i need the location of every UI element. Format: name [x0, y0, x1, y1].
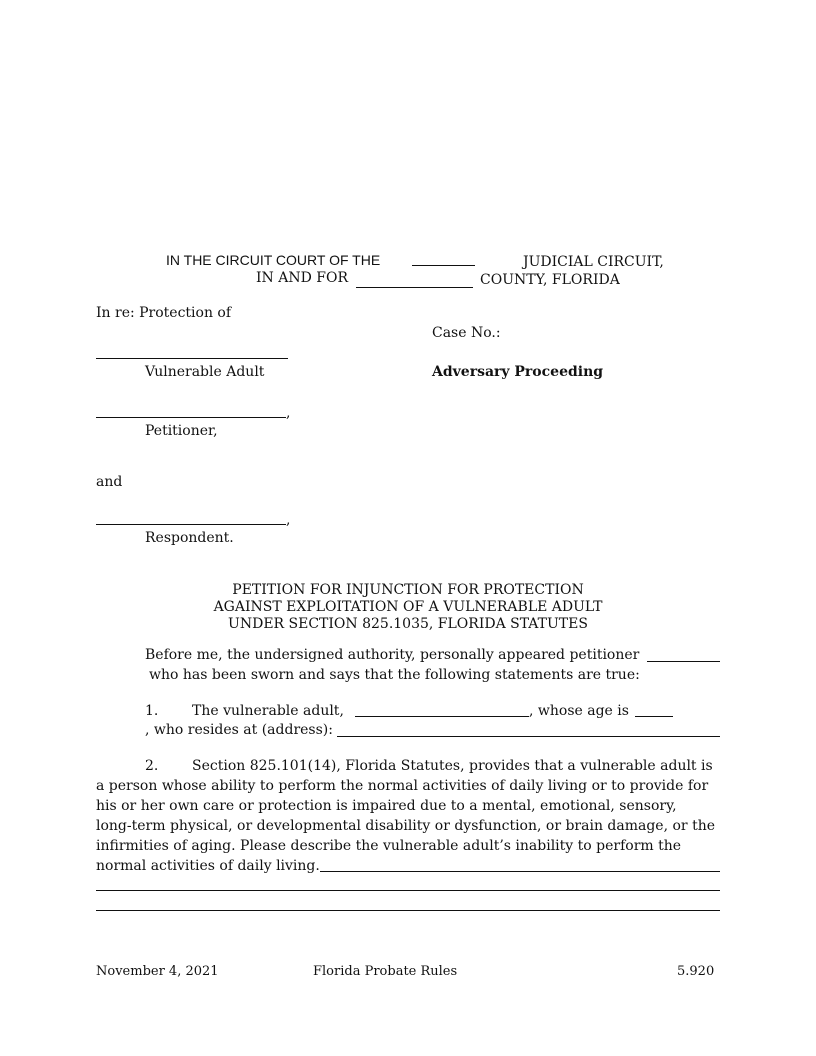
footer-date: November 4, 2021: [96, 964, 219, 979]
circuit-suffix: JUDICIAL CIRCUIT,: [523, 254, 664, 270]
petitioner-name-blank[interactable]: [96, 417, 286, 418]
item-2-number: 2.: [145, 758, 159, 774]
vulnerable-adult-blank[interactable]: [355, 716, 529, 717]
intro-line-2: who has been sworn and says that the following statements are true:: [149, 667, 640, 683]
circuit-prefix: IN THE CIRCUIT COURT OF THE: [166, 252, 381, 268]
age-blank[interactable]: [635, 716, 673, 717]
and-label: and: [96, 474, 123, 490]
county-suffix: COUNTY, FLORIDA: [480, 272, 620, 288]
item-1-text-b: , whose age is: [529, 703, 629, 719]
item-2-line-1: Section 825.101(14), Florida Statutes, provides that a vulnerable adult is: [192, 758, 713, 774]
item-1-text-c: , who resides at (address):: [145, 722, 333, 738]
address-blank[interactable]: [337, 736, 720, 737]
case-no-label: Case No.:: [432, 325, 501, 341]
item-1-text-a: The vulnerable adult,: [192, 703, 344, 719]
description-blank-line-3[interactable]: [96, 910, 720, 911]
petitioner-intro-blank[interactable]: [647, 661, 720, 662]
petitioner-label: Petitioner,: [145, 423, 218, 439]
item-1-number: 1.: [145, 703, 159, 719]
item-2-line-5: infirmities of aging. Please describe the vulnerable adult’s inability to perform the: [96, 838, 682, 854]
respondent-label: Respondent.: [145, 530, 234, 546]
in-re-label: In re: Protection of: [96, 305, 232, 321]
intro-line-1: Before me, the undersigned authority, personally appeared petitioner: [145, 647, 640, 663]
respondent-name-blank[interactable]: [96, 524, 286, 525]
item-2-line-4: long-term physical, or developmental disability or dysfunction, or brain damage, or the: [96, 818, 715, 834]
county-blank[interactable]: [356, 287, 473, 288]
footer-form-number: 5.920: [677, 964, 715, 979]
petitioner-comma: ,: [286, 405, 291, 421]
description-blank-line-1[interactable]: [320, 871, 720, 872]
item-2-line-6: normal activities of daily living.: [96, 858, 320, 874]
respondent-comma: ,: [286, 512, 291, 528]
adversary-proceeding-label: Adversary Proceeding: [432, 364, 604, 380]
petition-title-line-3: UNDER SECTION 825.1035, FLORIDA STATUTES: [228, 616, 588, 632]
petition-title-line-2: AGAINST EXPLOITATION OF A VULNERABLE ADULT: [213, 599, 603, 615]
description-blank-line-2[interactable]: [96, 890, 720, 891]
vulnerable-adult-name-blank[interactable]: [96, 358, 288, 359]
circuit-blank[interactable]: [412, 265, 475, 266]
county-prefix: IN AND FOR: [256, 270, 348, 286]
vulnerable-adult-label: Vulnerable Adult: [145, 364, 265, 380]
item-2-line-3: his or her own care or protection is impaired due to a mental, emotional, sensory,: [96, 798, 677, 814]
item-2-line-2: a person whose ability to perform the normal activities of daily living or to provide for: [96, 778, 709, 794]
petition-title-line-1: PETITION FOR INJUNCTION FOR PROTECTION: [232, 582, 584, 598]
footer-source: Florida Probate Rules: [313, 964, 458, 979]
